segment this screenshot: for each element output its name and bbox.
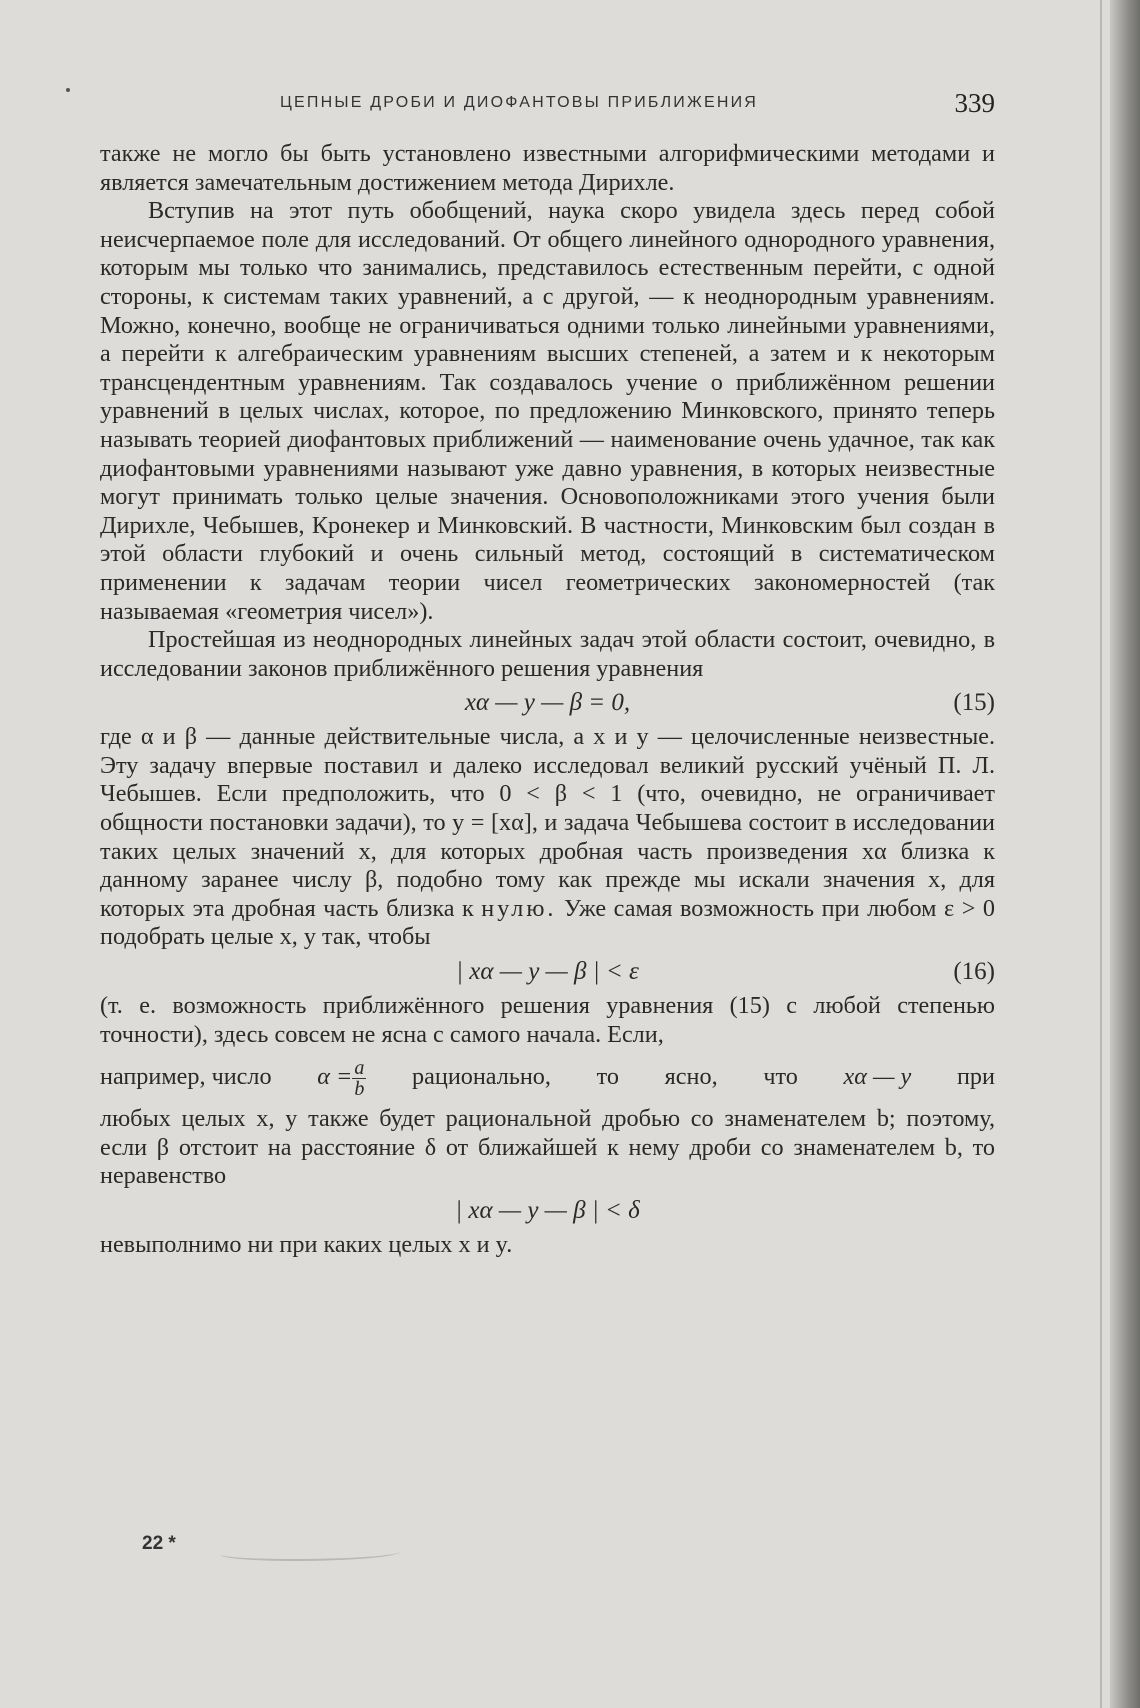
equation-16-body: | xα — y — β | < ε bbox=[456, 958, 639, 986]
p5-word-c: то bbox=[596, 1063, 619, 1091]
paragraph-4-text: где α и β — данные действительные числа, а x и y — целочисленные неизвестные. Эту задачу впервые поставил и далеко исследовал великий русский учёный П. Л. Чебышев. Если предположить, что 0 < β < 1 (что, очевидно, не ограничивает общности постановки задачи), то y = [xα], и задача Чебышева состоит в исследовании таких целых значений x, для которых дробная часть произведения xα близка к данному заранее числу β, подобно тому как прежде мы искали значения x, для которых эта дробная часть близка к bbox=[100, 723, 995, 922]
p5-word-d: ясно, bbox=[664, 1063, 718, 1091]
p5-word-b: рационально, bbox=[412, 1063, 551, 1091]
running-title: ЦЕПНЫЕ ДРОБИ И ДИОФАНТОВЫ ПРИБЛИЖЕНИЯ bbox=[280, 94, 759, 111]
paragraph-5-fraction-line bbox=[100, 1049, 995, 1105]
paragraph-1: также не могло бы быть установлено известными алгорифмическими методами и является замечательным достижением метода Дирихле. bbox=[100, 140, 995, 196]
p5-word-a: например, число bbox=[100, 1063, 272, 1091]
page-header bbox=[100, 88, 995, 122]
page-number: 339 bbox=[954, 88, 995, 118]
equation-16 bbox=[100, 954, 995, 990]
paragraph-7: невыполнимо ни при каких целых x и y. bbox=[100, 1231, 513, 1258]
p5-alpha-fraction bbox=[317, 1049, 366, 1105]
paragraph-3: Простейшая из неоднородных линейных задач этой области состоит, очевидно, в исследовании законов приближённого решения уравнения bbox=[100, 626, 995, 682]
paragraph-4-spaced-word: нулю. bbox=[481, 894, 557, 922]
body-text bbox=[100, 140, 995, 1260]
p5-word-e: что bbox=[763, 1063, 798, 1091]
signature-mark: 22 * bbox=[142, 1533, 176, 1554]
equation-15 bbox=[100, 685, 995, 721]
paragraph-5: (т. е. возможность приближённого решения уравнения (15) с любой степенью точности), здесь совсем не ясна с самого начала. Если, bbox=[100, 992, 995, 1048]
paragraph-6: любых целых x, y также будет рациональной дробью со знаменателем b; поэтому, если β отстоит на расстояние δ от ближайшей к нему дроби со знаменателем b, то неравенство bbox=[100, 1105, 995, 1190]
fraction-denominator: b bbox=[354, 1078, 365, 1101]
p5-word-f: xα — y bbox=[843, 1063, 912, 1091]
p5-word-g: при bbox=[956, 1063, 995, 1091]
equation-15-number: (15) bbox=[953, 689, 995, 717]
paragraph-2: Вступив на этот путь обобщений, наука скоро увидела здесь перед собой неисчерпаемое поле для исследований. От общего линейного однородного уравнения, которым мы только что занимались, представилось естественным перейти, с одной стороны, к системам таких уравнений, а с другой, — к неоднородным уравнениям. Можно, конечно, вообще не ограничиваться одними только линейными уравнениями, а перейти к алгебраическим уравнениям высших степеней, а затем и к некоторым трансцендентным уравнениям. Так создавалось учение о приближённом решении уравнений в целых числах, которое, по предложению Минковского, принято теперь называть теорией диофантовых приближений — наименование очень удачное, так как диофантовыми уравнениями называют уже давно уравнения, в которых неизвестные могут принимать только целые значения. Основоположниками этого учения были Дирихле, Чебышев, Кронекер и Минковский. В частности, Минковским был создан в этой области глубокий и очень сильный метод, состоящий в систематическом применении к задачам теории чисел геометрических закономерностей (так называемая «геометрия чисел»). bbox=[100, 197, 995, 625]
equation-delta bbox=[100, 1193, 995, 1229]
p5-alpha-eq: α = bbox=[317, 1063, 353, 1091]
equation-16-number: (16) bbox=[953, 958, 995, 986]
speck bbox=[66, 88, 70, 92]
fraction-a-over-b bbox=[352, 1058, 366, 1099]
equation-15-body: xα — y — β = 0, bbox=[464, 689, 631, 717]
fraction-numerator: a bbox=[354, 1057, 365, 1080]
paragraph-4 bbox=[100, 723, 995, 952]
gutter-line bbox=[1100, 0, 1102, 1708]
paragraph-4-tail: Уже самая возможность при любом ε > 0 подобрать целые x, y так, чтобы bbox=[100, 894, 995, 951]
page-gutter bbox=[1110, 0, 1140, 1708]
pencil-smudge bbox=[220, 1545, 400, 1561]
equation-delta-body: | xα — y — β | < δ bbox=[455, 1197, 640, 1224]
